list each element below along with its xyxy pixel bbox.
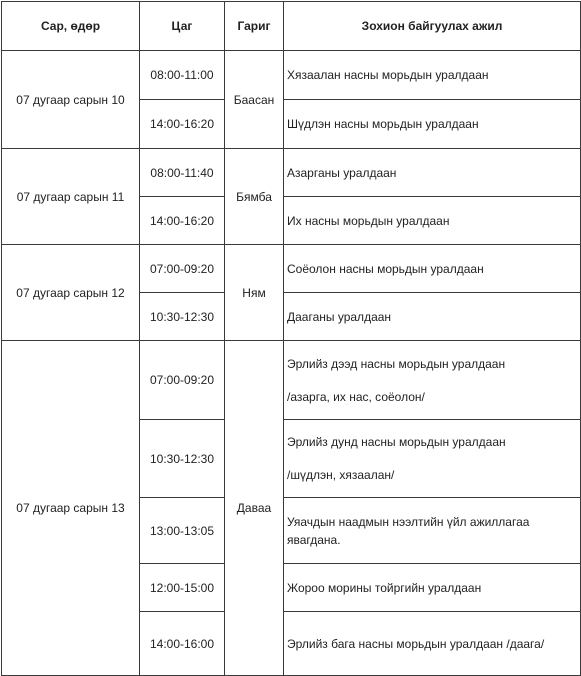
table-header-row (2, 2, 581, 51)
activity-cell: Шүдлэн насны морьдын уралдаан (284, 100, 581, 149)
table-row (2, 51, 581, 100)
time-cell: 14:00-16:20 (140, 197, 225, 245)
time-cell: 08:00-11:40 (140, 149, 225, 197)
weekday-cell: Даваа (225, 341, 284, 676)
weekday-cell: Бямба (225, 149, 284, 245)
activity-cell: Соёолон насны морьдын уралдаан (284, 245, 581, 293)
table-row (2, 149, 581, 197)
header-date: Сар, өдөр (2, 2, 140, 51)
activity-line: явагдана. (287, 532, 341, 547)
date-cell: 07 дугаар сарын 11 (2, 149, 140, 245)
activity-cell: Хязаалан насны морьдын уралдаан (284, 51, 581, 100)
time-cell: 07:00-09:20 (140, 245, 225, 293)
activity-line: /азарга, их нас, соёолон/ (287, 389, 425, 404)
date-cell: 07 дугаар сарын 13 (2, 341, 140, 676)
time-cell: 12:00-15:00 (140, 564, 225, 612)
header-weekday: Гариг (225, 2, 284, 51)
table-row (2, 245, 581, 293)
time-cell: 14:00-16:20 (140, 100, 225, 149)
time-cell: 13:00-13:05 (140, 498, 225, 564)
time-cell: 08:00-11:00 (140, 51, 225, 100)
weekday-cell: Ням (225, 245, 284, 341)
activity-line: Эрлийз дээд насны морьдын уралдаан (287, 356, 506, 371)
activity-cell (284, 420, 581, 498)
table-row (2, 341, 581, 420)
header-activity: Зохион байгуулах ажил (284, 2, 581, 51)
activity-cell: Их насны морьдын уралдаан (284, 197, 581, 245)
time-cell: 14:00-16:00 (140, 612, 225, 676)
header-time: Цаг (140, 2, 225, 51)
activity-cell (284, 498, 581, 564)
activity-cell: Эрлийз бага насны морьдын уралдаан /даага/ (284, 612, 581, 676)
activity-cell (284, 341, 581, 420)
race-schedule-table (1, 1, 581, 676)
activity-cell: Дааганы уралдаан (284, 293, 581, 341)
activity-cell: Азарганы уралдаан (284, 149, 581, 197)
date-cell: 07 дугаар сарын 12 (2, 245, 140, 341)
time-cell: 07:00-09:20 (140, 341, 225, 420)
date-cell: 07 дугаар сарын 10 (2, 51, 140, 149)
time-cell: 10:30-12:30 (140, 293, 225, 341)
activity-line: Эрлийз дунд насны морьдын уралдаан (287, 435, 506, 449)
activity-cell: Жороо морины тойргийн уралдаан (284, 564, 581, 612)
activity-line: Уяачдын наадмын нээлтийн үйл ажиллагаа (287, 514, 530, 529)
weekday-cell: Баасан (225, 51, 284, 149)
time-cell: 10:30-12:30 (140, 420, 225, 498)
activity-line: /шүдлэн, хязаалан/ (287, 468, 395, 482)
